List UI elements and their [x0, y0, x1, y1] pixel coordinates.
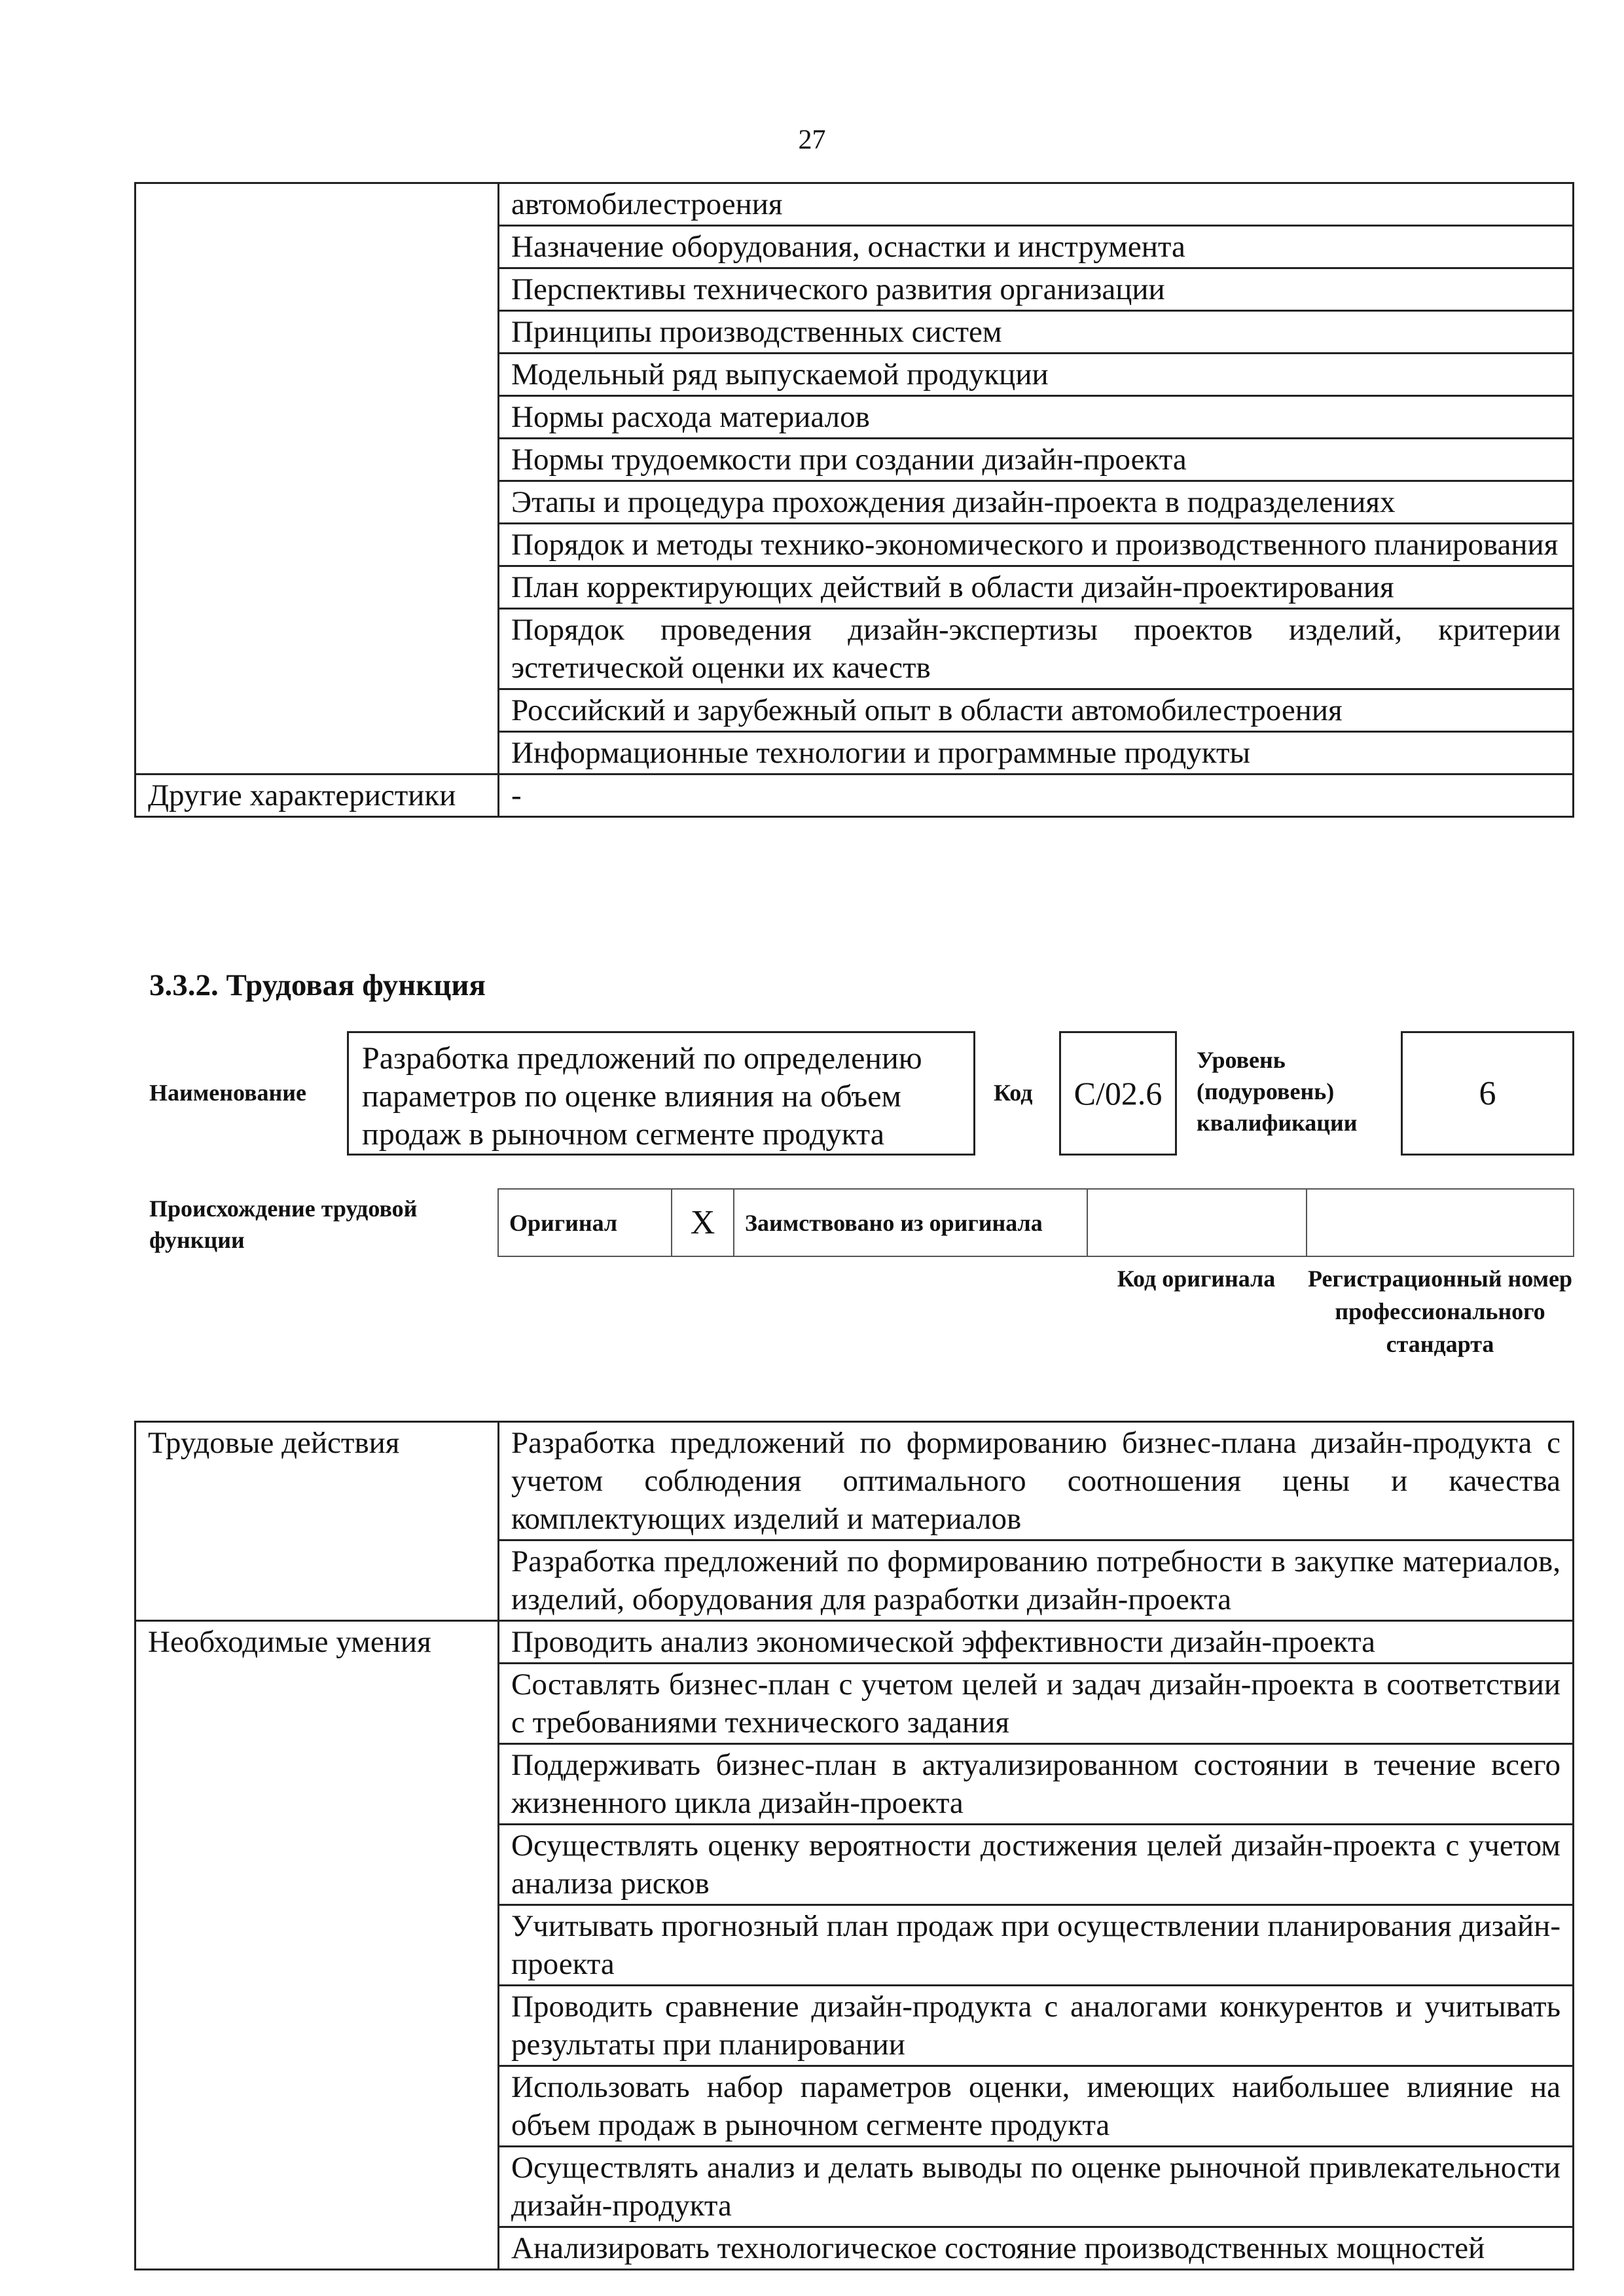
reg-number-cell: [1307, 1189, 1574, 1256]
knowledge-item: Перспективы технического развития организации: [499, 268, 1574, 311]
skill-item: Осуществлять анализ и делать выводы по оценке рыночной привлекательности дизайн-продукта: [499, 2147, 1574, 2227]
origin-table: [497, 1188, 1574, 1257]
skill-item: Использовать набор параметров оценки, имеющих наибольшее влияние на объем продаж в рыночном сегменте продукта: [499, 2066, 1574, 2147]
knowledge-item: План корректирующих действий в области дизайн-проектирования: [499, 566, 1574, 609]
origin-code-label: Код оригинала: [1117, 1266, 1276, 1292]
other-characteristics-value: -: [499, 774, 1574, 817]
knowledge-item: Информационные технологии и программные продукты: [499, 732, 1574, 774]
skills-label: Необходимые умения: [135, 1621, 499, 2270]
knowledge-item: Нормы расхода материалов: [499, 396, 1574, 439]
knowledge-item: Назначение оборудования, оснастки и инструмента: [499, 226, 1574, 268]
original-mark: X: [672, 1189, 734, 1256]
reg-number-label: Регистрационный номер профессионального стандарта: [1307, 1266, 1573, 1357]
section-title: 3.3.2. Трудовая функция: [149, 968, 486, 1002]
level-label: Уровень (подуровень) квалификации: [1197, 1047, 1358, 1136]
table-row: [135, 183, 1574, 226]
page-number: 27: [798, 125, 826, 155]
skill-item: Учитывать прогнозный план продаж при осуществлении планирования дизайн-проекта: [499, 1905, 1574, 1986]
table-row: [135, 774, 1574, 817]
table-row: [135, 1621, 1574, 1664]
skill-item: Составлять бизнес-план с учетом целей и задач дизайн-проекта в соответствии с требованиями технического задания: [499, 1664, 1574, 1744]
knowledge-item: Российский и зарубежный опыт в области автомобилестроения: [499, 689, 1574, 732]
knowledge-item: Нормы трудоемкости при создании дизайн-проекта: [499, 439, 1574, 481]
knowledge-item: Этапы и процедура прохождения дизайн-проекта в подразделениях: [499, 481, 1574, 524]
skill-item: Проводить сравнение дизайн-продукта с аналогами конкурентов и учитывать результаты при планировании: [499, 1986, 1574, 2066]
origin-label: Происхождение трудовой функции: [149, 1195, 418, 1253]
actions-label: Трудовые действия: [135, 1422, 499, 1621]
function-name-box: Разработка предложений по определению параметров по оценке влияния на объем продаж в рыночном сегменте продукта: [347, 1031, 975, 1156]
borrowed-label: Заимствовано из оригинала: [734, 1189, 1087, 1256]
code-box: C/02.6: [1059, 1031, 1177, 1156]
knowledge-item: Модельный ряд выпускаемой продукции: [499, 354, 1574, 396]
skill-item: Проводить анализ экономической эффективности дизайн-проекта: [499, 1621, 1574, 1664]
skill-item: Поддерживать бизнес-план в актуализированном состоянии в течение всего жизненного цикла дизайн-проекта: [499, 1744, 1574, 1825]
table-row: [498, 1189, 1574, 1256]
table-row: [135, 1422, 1574, 1540]
name-label: Наименование: [149, 1080, 306, 1106]
skill-item: Анализировать технологическое состояние производственных мощностей: [499, 2227, 1574, 2270]
level-box: 6: [1401, 1031, 1574, 1156]
knowledge-item: автомобилестроения: [499, 183, 1574, 226]
original-label: Оригинал: [498, 1189, 672, 1256]
skill-item: Осуществлять оценку вероятности достижения целей дизайн-проекта с учетом анализа рисков: [499, 1825, 1574, 1905]
code-label: Код: [994, 1080, 1033, 1106]
knowledge-item: Принципы производственных систем: [499, 311, 1574, 354]
knowledge-label-cell: [135, 183, 499, 774]
other-characteristics-label: Другие характеристики: [135, 774, 499, 817]
action-item: Разработка предложений по формированию бизнес-плана дизайн-продукта с учетом соблюдения оптимального соотношения цены и качества комплектующих изделий и материалов: [499, 1422, 1574, 1540]
knowledge-table: [134, 182, 1574, 818]
action-item: Разработка предложений по формированию потребности в закупке материалов, изделий, оборудования для разработки дизайн-проекта: [499, 1540, 1574, 1621]
origin-code-cell: [1087, 1189, 1307, 1256]
knowledge-item: Порядок проведения дизайн-экспертизы проектов изделий, критерии эстетической оценки их качеств: [499, 609, 1574, 689]
functions-table: [134, 1421, 1574, 2270]
knowledge-item: Порядок и методы технико-экономического и производственного планирования: [499, 524, 1574, 566]
